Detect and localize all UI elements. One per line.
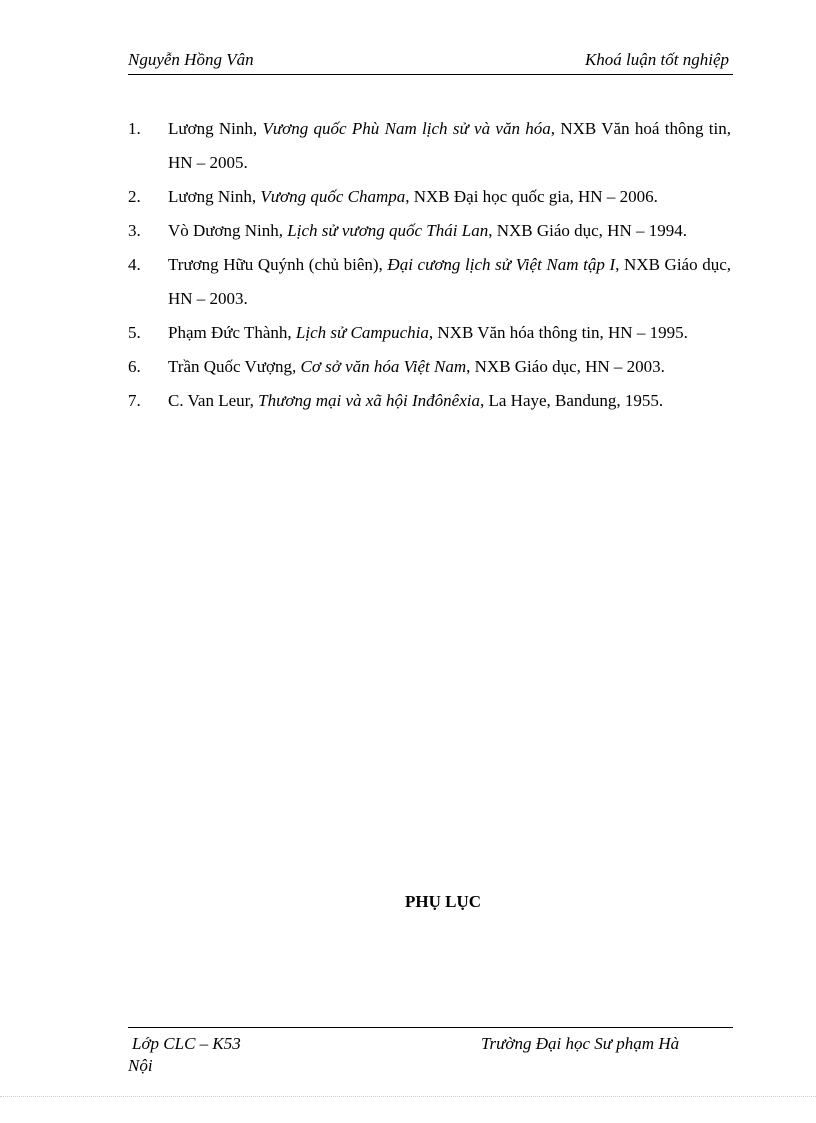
reference-title: Cơ sở văn hóa Việt Nam [300, 357, 467, 376]
page-header [128, 48, 733, 75]
reference-number: 4. [128, 255, 141, 274]
reference-item [128, 248, 731, 316]
reference-item [128, 316, 731, 350]
appendix-heading: PHỤ LỤC [404, 892, 482, 911]
footer-school-label: Trường Đại học Sư phạm Hà [481, 1034, 680, 1053]
reference-item [128, 180, 731, 214]
reference-author: Trần Quốc Vượng, [168, 357, 301, 376]
footer-class-label: Lớp CLC – K53 [132, 1034, 241, 1053]
reference-publisher: , NXB Giáo dục, HN – 1994. [488, 221, 687, 240]
reference-author: C. Van Leur, [168, 391, 259, 410]
reference-item [128, 112, 731, 180]
reference-title: Lịch sử vương quốc Thái Lan [287, 221, 489, 240]
reference-author: Vò Dương Ninh, [168, 221, 288, 240]
reference-item [128, 384, 731, 418]
reference-number: 2. [128, 187, 141, 206]
reference-item [128, 350, 731, 384]
reference-number: 3. [128, 221, 141, 240]
reference-author: Lương Ninh, [168, 119, 263, 138]
footer-school-wrap: Nội [128, 1056, 153, 1075]
page-bottom-divider [0, 1096, 816, 1097]
reference-publisher: , NXB Giáo dục, HN – 2003. [466, 357, 665, 376]
reference-title: Đại cương lịch sử Việt Nam tập I [387, 255, 616, 274]
reference-publisher: , La Haye, Bandung, 1955. [479, 391, 664, 410]
reference-publisher: , NXB Đại học quốc gia, HN – 2006. [405, 187, 658, 206]
reference-title: Vương quốc Phù Nam lịch sử và văn hóa [262, 119, 551, 138]
reference-publisher: , NXB Văn hoá thông tin, HN – 2005. [168, 119, 731, 172]
reference-author: Trương Hữu Quýnh (chủ biên), [168, 255, 388, 274]
reference-author: Lương Ninh, [168, 187, 261, 206]
header-doc-type: Khoá luận tốt nghiệp [584, 50, 729, 69]
reference-title: Lịch sử Campuchia [295, 323, 429, 342]
reference-title: Thương mại và xã hội Inđônêxia [258, 391, 480, 410]
reference-number: 1. [128, 119, 141, 138]
header-author: Nguyễn Hồng Vân [128, 50, 254, 69]
reference-number: 6. [128, 357, 141, 376]
page-footer [128, 1027, 733, 1080]
reference-item [128, 214, 731, 248]
reference-number: 7. [128, 391, 141, 410]
reference-publisher: , NXB Giáo dục, HN – 2003. [168, 255, 732, 308]
reference-publisher: , NXB Văn hóa thông tin, HN – 1995. [428, 323, 688, 342]
reference-list [128, 112, 731, 418]
reference-number: 5. [128, 323, 141, 342]
reference-title: Vương quốc Champa [260, 187, 406, 206]
reference-author: Phạm Đức Thành, [168, 323, 296, 342]
